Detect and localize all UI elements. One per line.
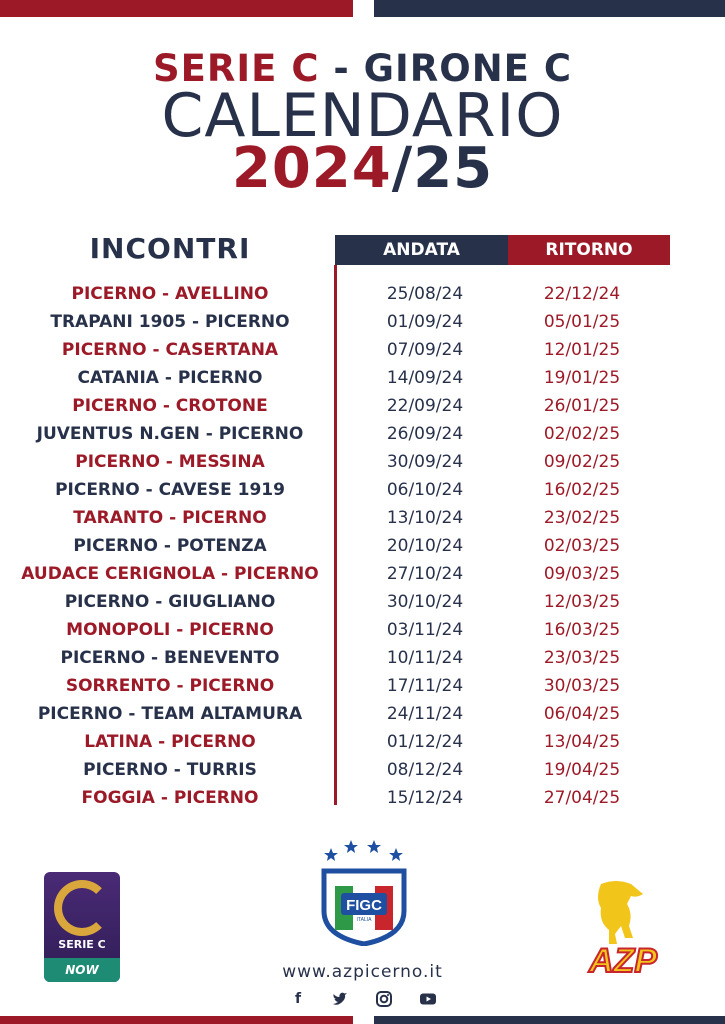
ritorno-date: 16/03/25: [543, 620, 621, 640]
ritorno-date: 12/01/25: [543, 340, 621, 360]
season-year-end: /25: [391, 136, 494, 201]
season-year: [0, 136, 725, 201]
andata-date: 26/09/24: [386, 424, 464, 444]
table-row: [0, 560, 725, 588]
top-bar-navy: [374, 0, 725, 17]
table-row: [0, 336, 725, 364]
match-label: PICERNO - TURRIS: [83, 760, 257, 780]
matches-heading: INCONTRI: [89, 232, 251, 265]
andata-date: 07/09/24: [386, 340, 464, 360]
table-row: [0, 784, 725, 812]
match-label: AUDACE CERIGNOLA - PICERNO: [21, 564, 319, 584]
table-row: [0, 672, 725, 700]
serie-c-logo-now: NOW: [44, 958, 120, 982]
table-row: [0, 700, 725, 728]
match-label: CATANIA - PICERNO: [77, 368, 263, 388]
andata-date: 30/10/24: [386, 592, 464, 612]
ritorno-date: 05/01/25: [543, 312, 621, 332]
andata-date: 01/09/24: [386, 312, 464, 332]
table-row: [0, 308, 725, 336]
table-row: [0, 756, 725, 784]
andata-header: ANDATA: [335, 235, 508, 265]
ritorno-date: 09/03/25: [543, 564, 621, 584]
website-link[interactable]: www.azpicerno.it: [282, 962, 443, 982]
match-label: SORRENTO - PICERNO: [65, 676, 275, 696]
table-row: [0, 392, 725, 420]
table-row: [0, 364, 725, 392]
andata-date: 24/11/24: [386, 704, 464, 724]
match-label: FOGGIA - PICERNO: [81, 788, 259, 808]
andata-date: 15/12/24: [386, 788, 464, 808]
ritorno-date: 30/03/25: [543, 676, 621, 696]
ritorno-date: 02/02/25: [543, 424, 621, 444]
ritorno-date: 09/02/25: [543, 452, 621, 472]
table-row: [0, 644, 725, 672]
azp-text: AZP: [589, 942, 657, 980]
twitter-icon[interactable]: [331, 990, 349, 1008]
match-label: TRAPANI 1905 - PICERNO: [50, 312, 290, 332]
ritorno-date: 06/04/25: [543, 704, 621, 724]
calendar-title: CALENDARIO: [161, 81, 564, 151]
andata-date: 20/10/24: [386, 536, 464, 556]
table-row: [0, 532, 725, 560]
season-year-start: 2024: [231, 136, 392, 201]
bottom-bar-red: [0, 1016, 353, 1024]
facebook-icon[interactable]: f: [294, 991, 302, 1007]
match-label: PICERNO - CAVESE 1919: [55, 480, 285, 500]
match-label: PICERNO - GIUGLIANO: [64, 592, 276, 612]
table-row: [0, 476, 725, 504]
andata-date: 13/10/24: [386, 508, 464, 528]
figc-text: FIGC: [346, 897, 382, 914]
match-label: PICERNO - AVELLINO: [71, 284, 269, 304]
table-row: [0, 280, 725, 308]
andata-date: 03/11/24: [386, 620, 464, 640]
match-label: PICERNO - CASERTANA: [61, 340, 279, 360]
match-label: LATINA - PICERNO: [84, 732, 256, 752]
andata-date: 30/09/24: [386, 452, 464, 472]
serie-c-now-logo: [44, 872, 120, 982]
figc-logo: [319, 836, 409, 946]
ritorno-date: 19/04/25: [543, 760, 621, 780]
group-name: - GIRONE C: [319, 47, 572, 90]
andata-date: 25/08/24: [386, 284, 464, 304]
ritorno-header: RITORNO: [508, 235, 670, 265]
ritorno-date: 16/02/25: [543, 480, 621, 500]
serie-c-logo-label: SERIE C: [58, 938, 106, 951]
ritorno-date: 19/01/25: [543, 368, 621, 388]
table-row: [0, 728, 725, 756]
table-row: [0, 448, 725, 476]
match-label: PICERNO - TEAM ALTAMURA: [37, 704, 303, 724]
table-row: [0, 588, 725, 616]
league-name: SERIE C: [153, 47, 320, 90]
figc-subtext: ITALIA: [356, 917, 372, 923]
youtube-icon[interactable]: [419, 990, 437, 1008]
match-label: MONOPOLI - PICERNO: [66, 620, 274, 640]
match-label: TARANTO - PICERNO: [73, 508, 267, 528]
table-row: [0, 420, 725, 448]
ritorno-date: 27/04/25: [543, 788, 621, 808]
match-label: PICERNO - POTENZA: [73, 536, 267, 556]
ritorno-date: 26/01/25: [543, 396, 621, 416]
serie-c-c-icon: [54, 880, 110, 936]
andata-date: 27/10/24: [386, 564, 464, 584]
ritorno-date: 13/04/25: [543, 732, 621, 752]
match-label: PICERNO - MESSINA: [75, 452, 265, 472]
andata-date: 01/12/24: [386, 732, 464, 752]
ritorno-date: 02/03/25: [543, 536, 621, 556]
match-label: JUVENTUS N.GEN - PICERNO: [36, 424, 304, 444]
top-bar-red: [0, 0, 353, 17]
andata-date: 10/11/24: [386, 648, 464, 668]
azp-logo: [571, 876, 677, 982]
match-label: PICERNO - CROTONE: [72, 396, 268, 416]
ritorno-date: 23/02/25: [543, 508, 621, 528]
ritorno-date: 12/03/25: [543, 592, 621, 612]
andata-date: 14/09/24: [386, 368, 464, 388]
figc-stars-icon: [324, 840, 403, 861]
andata-date: 08/12/24: [386, 760, 464, 780]
bottom-bar-navy: [374, 1016, 725, 1024]
table-row: [0, 504, 725, 532]
andata-date: 06/10/24: [386, 480, 464, 500]
andata-date: 17/11/24: [386, 676, 464, 696]
andata-date: 22/09/24: [386, 396, 464, 416]
table-row: [0, 616, 725, 644]
ritorno-date: 23/03/25: [543, 648, 621, 668]
ritorno-date: 22/12/24: [543, 284, 621, 304]
match-label: PICERNO - BENEVENTO: [60, 648, 280, 668]
instagram-icon[interactable]: [375, 990, 393, 1008]
